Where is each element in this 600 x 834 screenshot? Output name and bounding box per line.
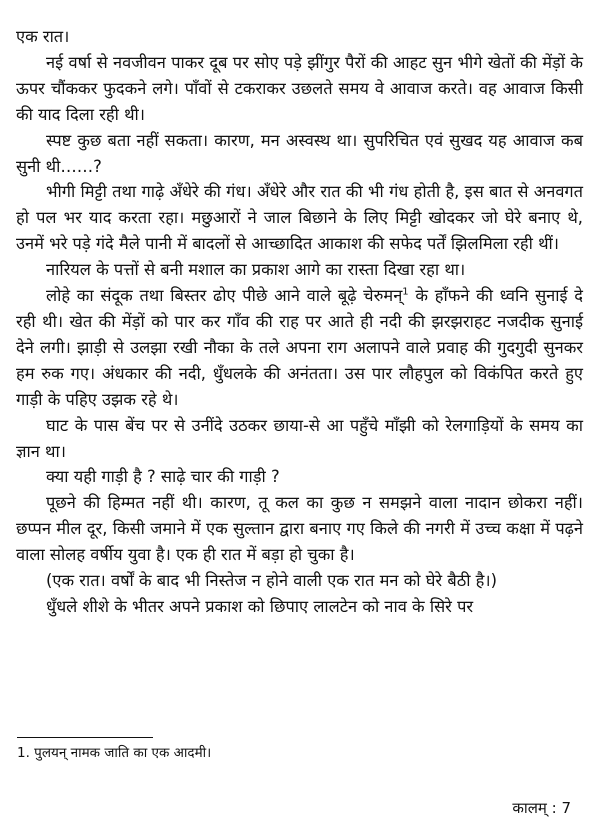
footnote: 1. पुलयन् नामक जाति का एक आदमी।: [17, 745, 212, 761]
paragraph: स्पष्ट कुछ बता नहीं सकता। कारण, मन अस्वस्थ था। सुपरिचित एवं सुखद यह आवाज कब सुनी थी……?: [16, 130, 583, 176]
paragraph: नारियल के पत्तों से बनी मशाल का प्रकाश आगे का रास्ता दिखा रहा था।: [46, 260, 466, 280]
body-text: [16, 24, 583, 620]
footnote-marker: 1: [402, 286, 409, 298]
paragraph: पूछने की हिम्मत नहीं थी। कारण, तू कल का कुछ न समझने वाला नादान छोकरा नहीं। छप्पन मील दूर, किसी जमाने में एक सुल्तान द्वारा बनाए गए किले की नगरी में उच्च कक्षा में पढ़ने वाला सोलह वर्षीय युवा है। एक ही रात में बड़ा हो चुका है।: [16, 493, 583, 565]
paragraph: धुँधले शीशे के भीतर अपने प्रकाश को छिपाए लालटेन को नाव के सिरे पर: [46, 596, 474, 616]
paragraph: नई वर्षा से नवजीवन पाकर दूब पर सोए पड़े झींगुर पैरों की आहट सुन भीगे खेतों की मेंड़ों के ऊपर चौंककर फुदकने लगे। पाँवों से टकराकर उछलते समय वे आवाज करते। वह आवाज किसी की याद दिला रही थी।: [16, 52, 583, 124]
paragraph: एक रात।: [16, 27, 70, 46]
page-number: कालम् : 7: [512, 799, 571, 817]
paragraph-text: लोहे का संदूक तथा बिस्तर ढोए पीछे आने वाले बूढ़े चेरुमन्: [46, 286, 403, 306]
footnote-divider: [17, 737, 153, 738]
paragraph: (एक रात। वर्षों के बाद भी निस्तेज न होने वाली एक रात मन को घेरे बैठी है।): [46, 571, 497, 591]
paragraph: घाट के पास बेंच पर से उनींदे उठकर छाया-से आ पहुँचे माँझी को रेलगाड़ियों के समय का ज्ञान था।: [16, 415, 583, 461]
paragraph-text: के हाँफने की ध्वनि सुनाई दे रही थी। खेत की मेंड़ों को पार कर गाँव की राह पर आते ही नदी की झरझराहट नजदीक सुनाई देने लगी। झाड़ी से उलझा रखी नौका के तले अपना राग अलापने वाले प्रवाह की गुदगुदी सुनकर हम रुक गए। अंधकार की नदी, धुँधलके की अनंतता। उस पार लौहपुल को विकंपित करते हुए गाड़ी के पहिए उझक रहे थे।: [16, 286, 583, 409]
paragraph: क्या यही गाड़ी है ? साढ़े चार की गाड़ी ?: [46, 467, 280, 487]
paragraph: भीगी मिट्टी तथा गाढ़े अँधेरे की गंध। अँधेरे और रात की भी गंध होती है, इस बात से अनवगत हो पल भर याद करता रहा। मछुआरों ने जाल बिछाने के लिए मिट्टी खोदकर जो घेरे बनाए थे, उनमें भरे पड़े गंदे मैले पानी में बादलों से आच्छादित आकाश की सफेद पर्तें झिलमिला रही थीं।: [16, 182, 583, 254]
paragraph-with-footnote: [16, 283, 583, 413]
